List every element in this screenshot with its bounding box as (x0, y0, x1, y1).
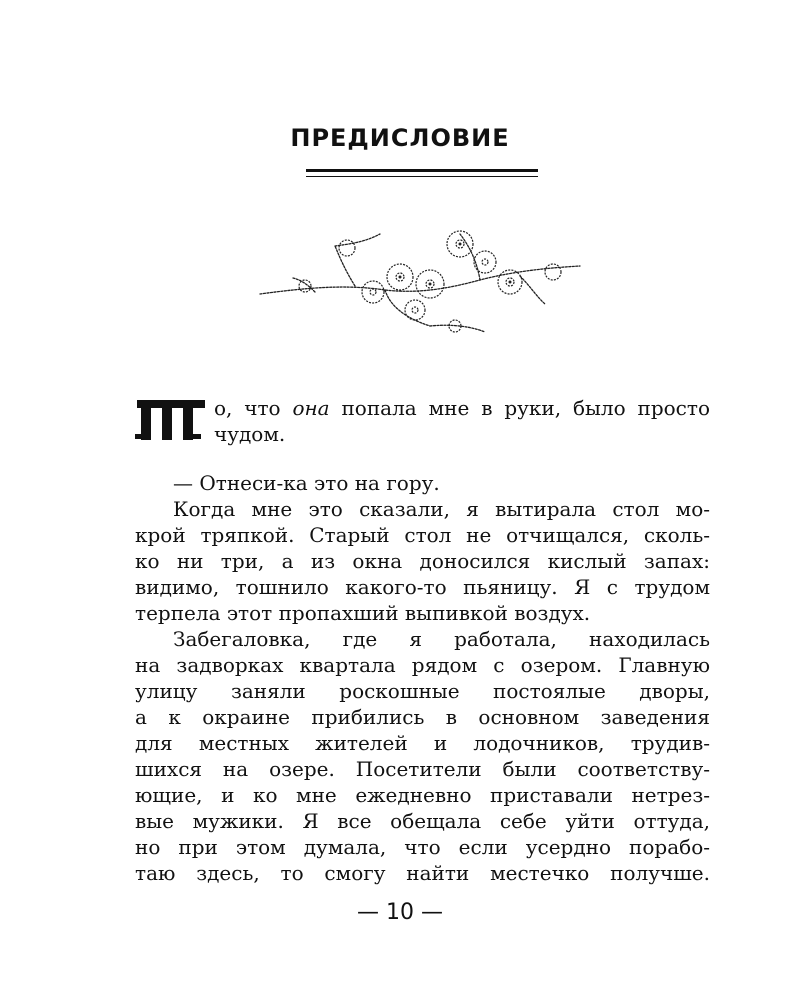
paragraph-line: чудом. (214, 422, 286, 446)
paragraph-line: улицу заняли роскошные постоялые дворы, (135, 679, 710, 703)
paragraph-line: о, что она попала мне в руки, было просто (214, 396, 710, 420)
chapter-title: ПРЕДИСЛОВИЕ (290, 124, 510, 152)
paragraph-line: видимо, тошнило какого-то пьяницу. Я с трудом (135, 575, 710, 599)
cherry-blossom-branch-icon (255, 222, 585, 342)
paragraph-line: — Отнеси-ка это на гору. (173, 471, 440, 495)
paragraph-line: вые мужики. Я все обещала себе уйти оттуда, (135, 809, 710, 833)
page-number: — 10 — (357, 900, 443, 925)
paragraph-line: но при этом думала, что если усердно порабо- (135, 835, 710, 859)
paragraph-line: крой тряпкой. Старый стол не отчищался, сколь- (135, 523, 710, 547)
paragraph-line: шихся на озере. Посетители были соответству- (135, 757, 710, 781)
emphasis-text: она (292, 396, 330, 420)
paragraph-line: Когда мне это сказали, я вытирала стол мо- (173, 497, 710, 521)
paragraph-line: для местных жителей и лодочников, трудив- (135, 731, 710, 755)
paragraph-line: Забегаловка, где я работала, находилась (173, 627, 710, 651)
dropcap-t-icon (135, 398, 207, 442)
paragraph-line: таю здесь, то смогу найти местечко получше. (135, 861, 710, 885)
paragraph-line: ко ни три, а из окна доносился кислый запах: (135, 549, 710, 573)
paragraph-line: терпела этот пропахший выпивкой воздух. (135, 601, 591, 625)
title-rule-thick (306, 169, 538, 172)
paragraph-line: а к окраине прибились в основном заведения (135, 705, 710, 729)
paragraph-line: ющие, и ко мне ежедневно приставали нетрез- (135, 783, 710, 807)
paragraph-line: на задворках квартала рядом с озером. Главную (135, 653, 710, 677)
title-rule-thin (306, 176, 538, 177)
